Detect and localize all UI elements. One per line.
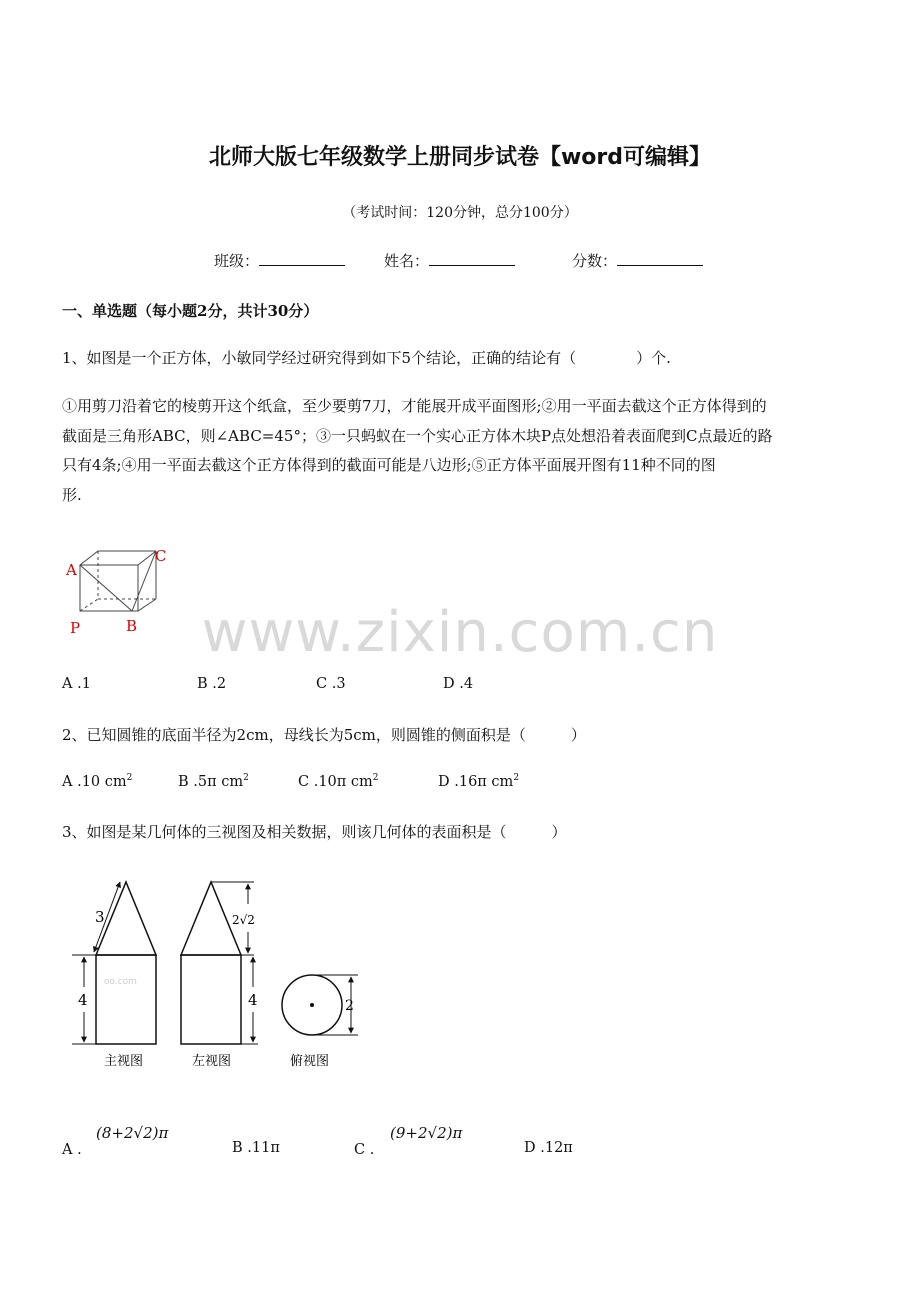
cone-height-label: 2√2 <box>232 913 255 927</box>
name-blank[interactable] <box>429 251 515 266</box>
score-blank[interactable] <box>617 251 703 266</box>
q3-option-c-prefix[interactable]: C . <box>354 1142 375 1158</box>
q2-option-d[interactable]: D .16π $cm^2$ <box>438 773 520 790</box>
q3-stem: 3、如图是某几何体的三视图及相关数据，则该几何体的表面积是（ ） <box>62 823 567 841</box>
q2-stem: 2、已知圆锥的底面半径为2cm，母线长为5cm，则圆锥的侧面积是（ ） <box>62 726 586 744</box>
slant-label: 3 <box>95 908 105 926</box>
q3-option-a-expr: (8+2√2)π <box>96 1124 169 1142</box>
class-field <box>214 250 345 271</box>
diameter-label: 2 <box>345 998 354 1014</box>
q1-line-4: 形. <box>62 485 82 504</box>
q1-option-b[interactable]: B .2 <box>197 676 227 692</box>
cube-label-b: B <box>126 617 138 635</box>
q1-stem: 1、如图是一个正方体，小敏同学经过研究得到如下5个结论，正确的结论有（ ）个. <box>62 349 671 367</box>
exam-subtitle: （考试时间：120分钟，总分100分） <box>342 205 578 221</box>
faint-watermark: oo.com <box>104 977 137 987</box>
left-height-label: 4 <box>248 991 258 1009</box>
q3-option-d[interactable]: D .12π <box>524 1140 573 1156</box>
class-blank[interactable] <box>259 251 345 266</box>
q1-option-c[interactable]: C .3 <box>316 676 346 692</box>
q3-option-a-prefix[interactable]: A . <box>62 1142 82 1158</box>
q1-line-3: 只有4条;④用一平面去截这个正方体得到的截面可能是八边形;⑤正方体平面展开图有11种不同的图 <box>62 456 716 474</box>
cube-label-a: A <box>66 561 77 579</box>
section-heading: 一、单选题（每小题2分，共计30分） <box>62 302 319 320</box>
q1-statements <box>62 392 862 510</box>
front-view-triangle <box>96 882 156 955</box>
score-label: 分数： <box>572 252 618 270</box>
q3-option-b[interactable]: B .11π <box>232 1140 280 1156</box>
cube-label-c: C <box>155 547 167 565</box>
score-field <box>572 250 703 271</box>
q2-option-b[interactable]: B .5π $cm^2$ <box>178 773 249 790</box>
top-view-center <box>310 1003 314 1007</box>
watermark: www.zixin.com.cn <box>201 600 719 665</box>
name-label: 姓名： <box>384 252 430 270</box>
front-height-label: 4 <box>78 991 88 1009</box>
front-view-rect <box>96 955 156 1044</box>
top-view-label: 俯视图 <box>290 1054 330 1069</box>
q1-option-d[interactable]: D .4 <box>443 676 474 692</box>
q1-line-1: ①用剪刀沿着它的棱剪开这个纸盒，至少要剪7刀，才能展开成平面图形;②用一平面去截这个正方体得到的 <box>62 397 767 415</box>
page-title: 北师大版七年级数学上册同步试卷【word可编辑】 <box>208 145 712 170</box>
left-view-rect <box>181 955 241 1044</box>
class-label: 班级： <box>214 252 260 270</box>
q1-line-2: 截面是三角形ABC，则∠ABC=45°；③一只蚂蚁在一个实心正方体木块P点处想沿着表面爬到C点最近的路 <box>62 426 773 445</box>
front-view-label: 主视图 <box>104 1054 144 1069</box>
name-field <box>384 250 515 271</box>
cube-label-p: P <box>70 619 81 637</box>
q2-option-a[interactable]: A .10 $cm^2$ <box>62 773 133 790</box>
q1-option-a[interactable]: A .1 <box>62 676 91 692</box>
left-view-label: 左视图 <box>192 1054 232 1069</box>
three-view-figure <box>62 872 372 1072</box>
q3-option-c-expr: (9+2√2)π <box>390 1124 463 1142</box>
q2-option-c[interactable]: C .10π $cm^2$ <box>298 773 379 790</box>
